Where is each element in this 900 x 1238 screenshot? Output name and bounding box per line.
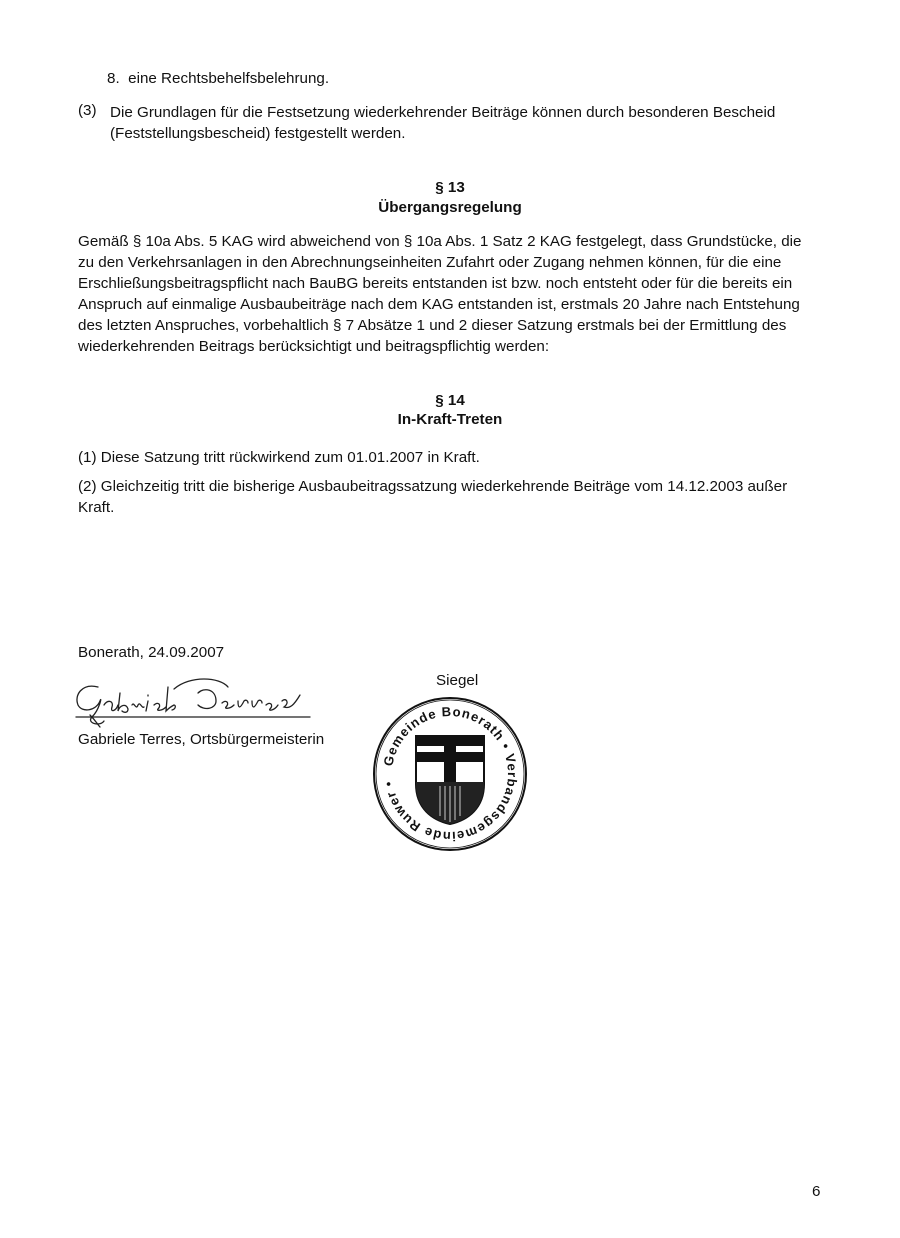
list-item-number: 8. (107, 70, 120, 87)
paragraph-3-text: Die Grundlagen für die Festsetzung wiederkehrender Beiträge können durch besonderen Bescheid (Feststellungsbescheid) festgestellt werden. (110, 104, 776, 142)
handwritten-signature (70, 665, 330, 735)
list-item-8 (107, 70, 329, 87)
section-13-title: Übergangsregelung (378, 199, 522, 216)
section-14-paragraph-1: (1) Diese Satzung tritt rückwirkend zum 01.01.2007 in Kraft. (78, 449, 480, 466)
signer-name: Gabriele Terres, Ortsbürgermeisterin (78, 731, 325, 748)
official-seal (368, 692, 532, 856)
list-item-text: eine Rechtsbehelfsbelehrung. (128, 70, 330, 87)
section-14-paragraph-2: (2) Gleichzeitig tritt die bisherige Ausbaubeitragssatzung wiederkehrende Beiträge vom 14.12.2003 außer Kraft. (78, 478, 788, 516)
seal-label: Siegel (436, 672, 479, 689)
section-14-title: In-Kraft-Treten (397, 411, 503, 428)
place-date: Bonerath, 24.09.2007 (78, 644, 225, 661)
section-13-number: § 13 (435, 179, 465, 196)
section-13-text: Gemäß § 10a Abs. 5 KAG wird abweichend von § 10a Abs. 1 Satz 2 KAG festgelegt, dass Grundstücke, die zu den Verkehrsanlagen in den Abrechnungseinheiten Zufahrt oder Zugang nehmen können, für die eine Erschließungsbeitragspflicht nach BauBG bereits entstanden ist bzw. noch entsteht oder für die bereits ein Anspruch auf einmalige Ausbaubeiträge nach dem KAG entstanden ist, erstmals 20 Jahre nach Entstehung des letzten Anspruches, vorbehaltlich § 7 Absätze 1 und 2 dieser Satzung erstmals bei der Ermittlung des wiederkehrenden Beitrags berücksichtigt und beitragspflichtig werden: (78, 233, 802, 355)
section-14-number: § 14 (435, 392, 465, 409)
page-number: 6 (812, 1183, 821, 1200)
paragraph-number-3: (3) (78, 102, 97, 119)
svg-text:Gemeinde Bonerath • Verbandsge: Gemeinde Bonerath • Verbandsgemeinde Ruwer • (380, 703, 521, 845)
